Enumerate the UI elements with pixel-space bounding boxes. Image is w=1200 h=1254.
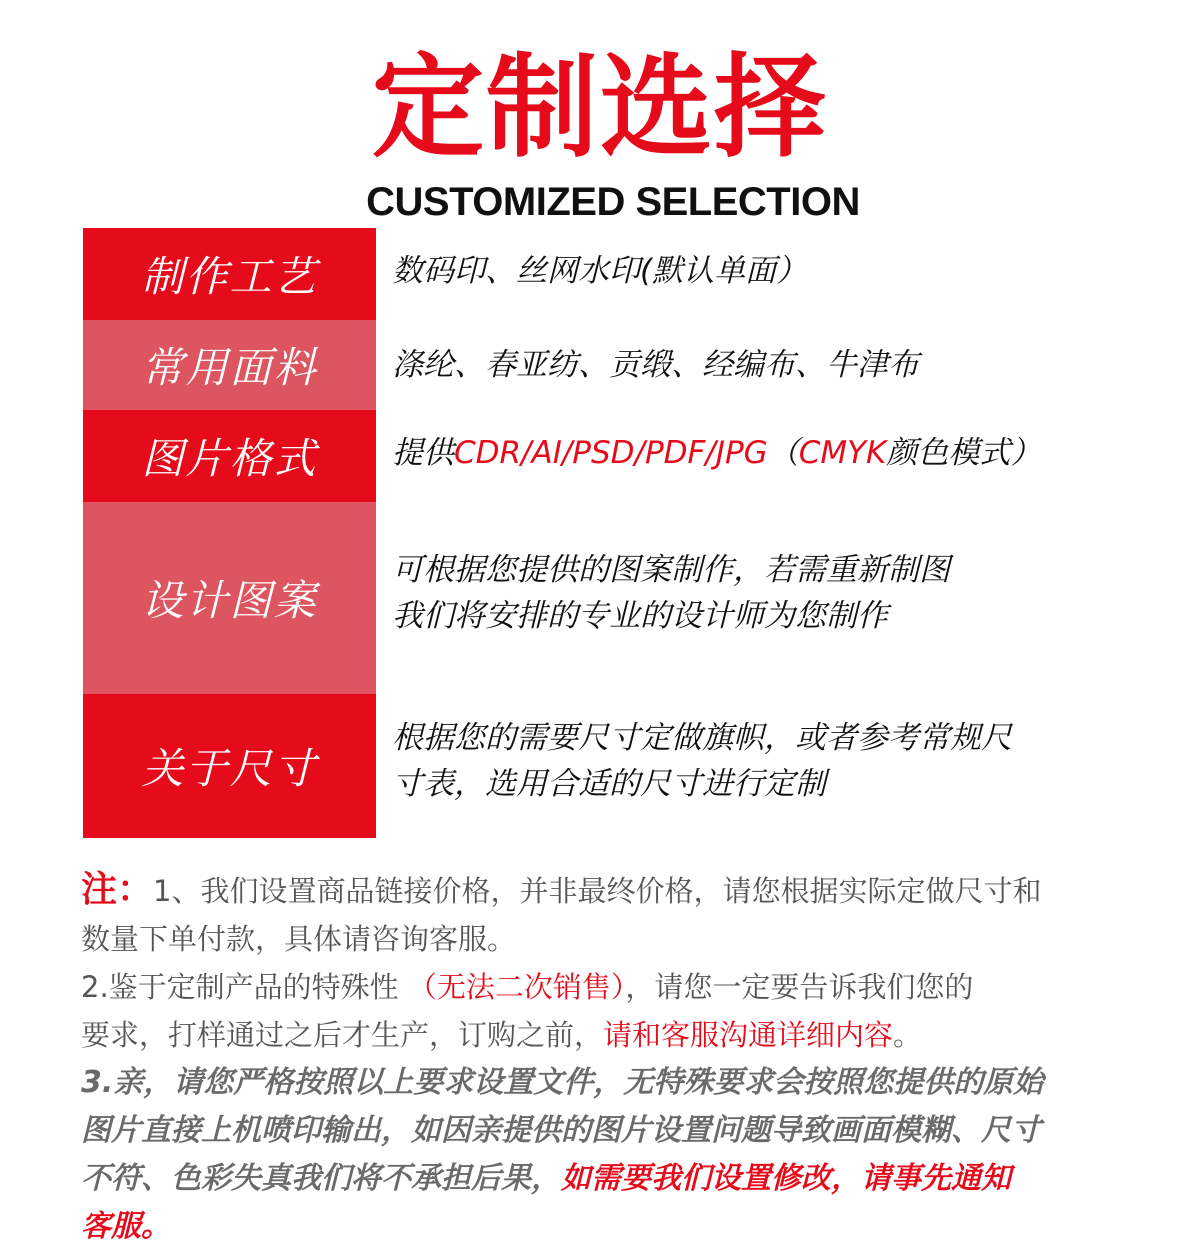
note-text: 。 bbox=[893, 1018, 923, 1052]
row-label: 关于尺寸 bbox=[83, 694, 376, 838]
value-line: 根据您的需要尺寸定做旗帜，或者参考常规尺 bbox=[392, 720, 1012, 756]
row-value bbox=[376, 547, 950, 639]
note-highlight: 客服。 bbox=[81, 1209, 171, 1244]
paren-open: （ bbox=[767, 435, 799, 471]
note-text: 1、我们设置商品链接价格，并非最终价格，请您根据实际定做尺寸和 bbox=[153, 874, 1042, 908]
notes-section bbox=[81, 866, 1181, 1251]
format-prefix: 提供 bbox=[392, 435, 454, 471]
note-3-line-4 bbox=[81, 1203, 1181, 1251]
note-text: ，请您一定要告诉我们您的 bbox=[625, 970, 974, 1004]
note-text: 2.鉴于定制产品的特殊性 bbox=[81, 970, 408, 1004]
note-3-line-3 bbox=[81, 1155, 1181, 1203]
note-1-line-2: 数量下单付款，具体请咨询客服。 bbox=[81, 922, 517, 956]
note-heading: 注： bbox=[81, 869, 154, 910]
note-1-line-1 bbox=[81, 866, 1181, 915]
row-value: 数码印、丝网水印(默认单面） bbox=[392, 253, 808, 289]
note-3-line-2: 图片直接上机喷印输出，如因亲提供的图片设置问题导致画面模糊、尺寸 bbox=[81, 1113, 1041, 1148]
row-format bbox=[83, 410, 1163, 502]
format-suffix: 颜色模式） bbox=[886, 435, 1042, 471]
row-design bbox=[83, 502, 1163, 694]
row-label: 常用面料 bbox=[83, 320, 376, 410]
row-size bbox=[83, 694, 1163, 838]
value-line: 寸表，选用合适的尺寸进行定制 bbox=[392, 766, 826, 802]
page-title: 定制选择 bbox=[372, 43, 828, 173]
row-value: 涤纶、春亚纺、贡缎、经编布、牛津布 bbox=[392, 347, 919, 383]
color-mode: CMYK bbox=[798, 435, 887, 471]
note-3-line-1: 3.亲，请您严格按照以上要求设置文件，无特殊要求会按照您提供的原始 bbox=[81, 1065, 1044, 1100]
note-highlight: 请和客服沟通详细内容 bbox=[603, 1018, 894, 1052]
value-line: 我们将安排的专业的设计师为您制作 bbox=[392, 598, 888, 634]
note-3 bbox=[81, 1059, 1181, 1251]
row-fabric bbox=[83, 320, 1163, 410]
note-2-line-1 bbox=[81, 963, 1181, 1011]
spec-table bbox=[83, 228, 1163, 838]
page-subtitle: CUSTOMIZED SELECTION bbox=[366, 180, 860, 224]
row-craft bbox=[83, 228, 1163, 320]
row-value bbox=[376, 715, 1012, 807]
row-label: 制作工艺 bbox=[83, 228, 376, 320]
row-value bbox=[376, 430, 1041, 476]
note-highlight: 如需要我们设置修改，请事先通知 bbox=[561, 1161, 1011, 1196]
note-text: 要求，打样通过之后才生产，订购之前， bbox=[81, 1018, 604, 1052]
note-2-line-2 bbox=[81, 1011, 1181, 1059]
row-label: 设计图案 bbox=[83, 502, 376, 694]
note-text: 不符、色彩失真我们将不承担后果， bbox=[81, 1161, 561, 1196]
format-list: CDR/AI/PSD/PDF/JPG bbox=[454, 435, 768, 471]
note-highlight: （无法二次销售） bbox=[407, 970, 626, 1004]
value-line: 可根据您提供的图案制作，若需重新制图 bbox=[392, 552, 950, 588]
row-label: 图片格式 bbox=[83, 410, 376, 502]
